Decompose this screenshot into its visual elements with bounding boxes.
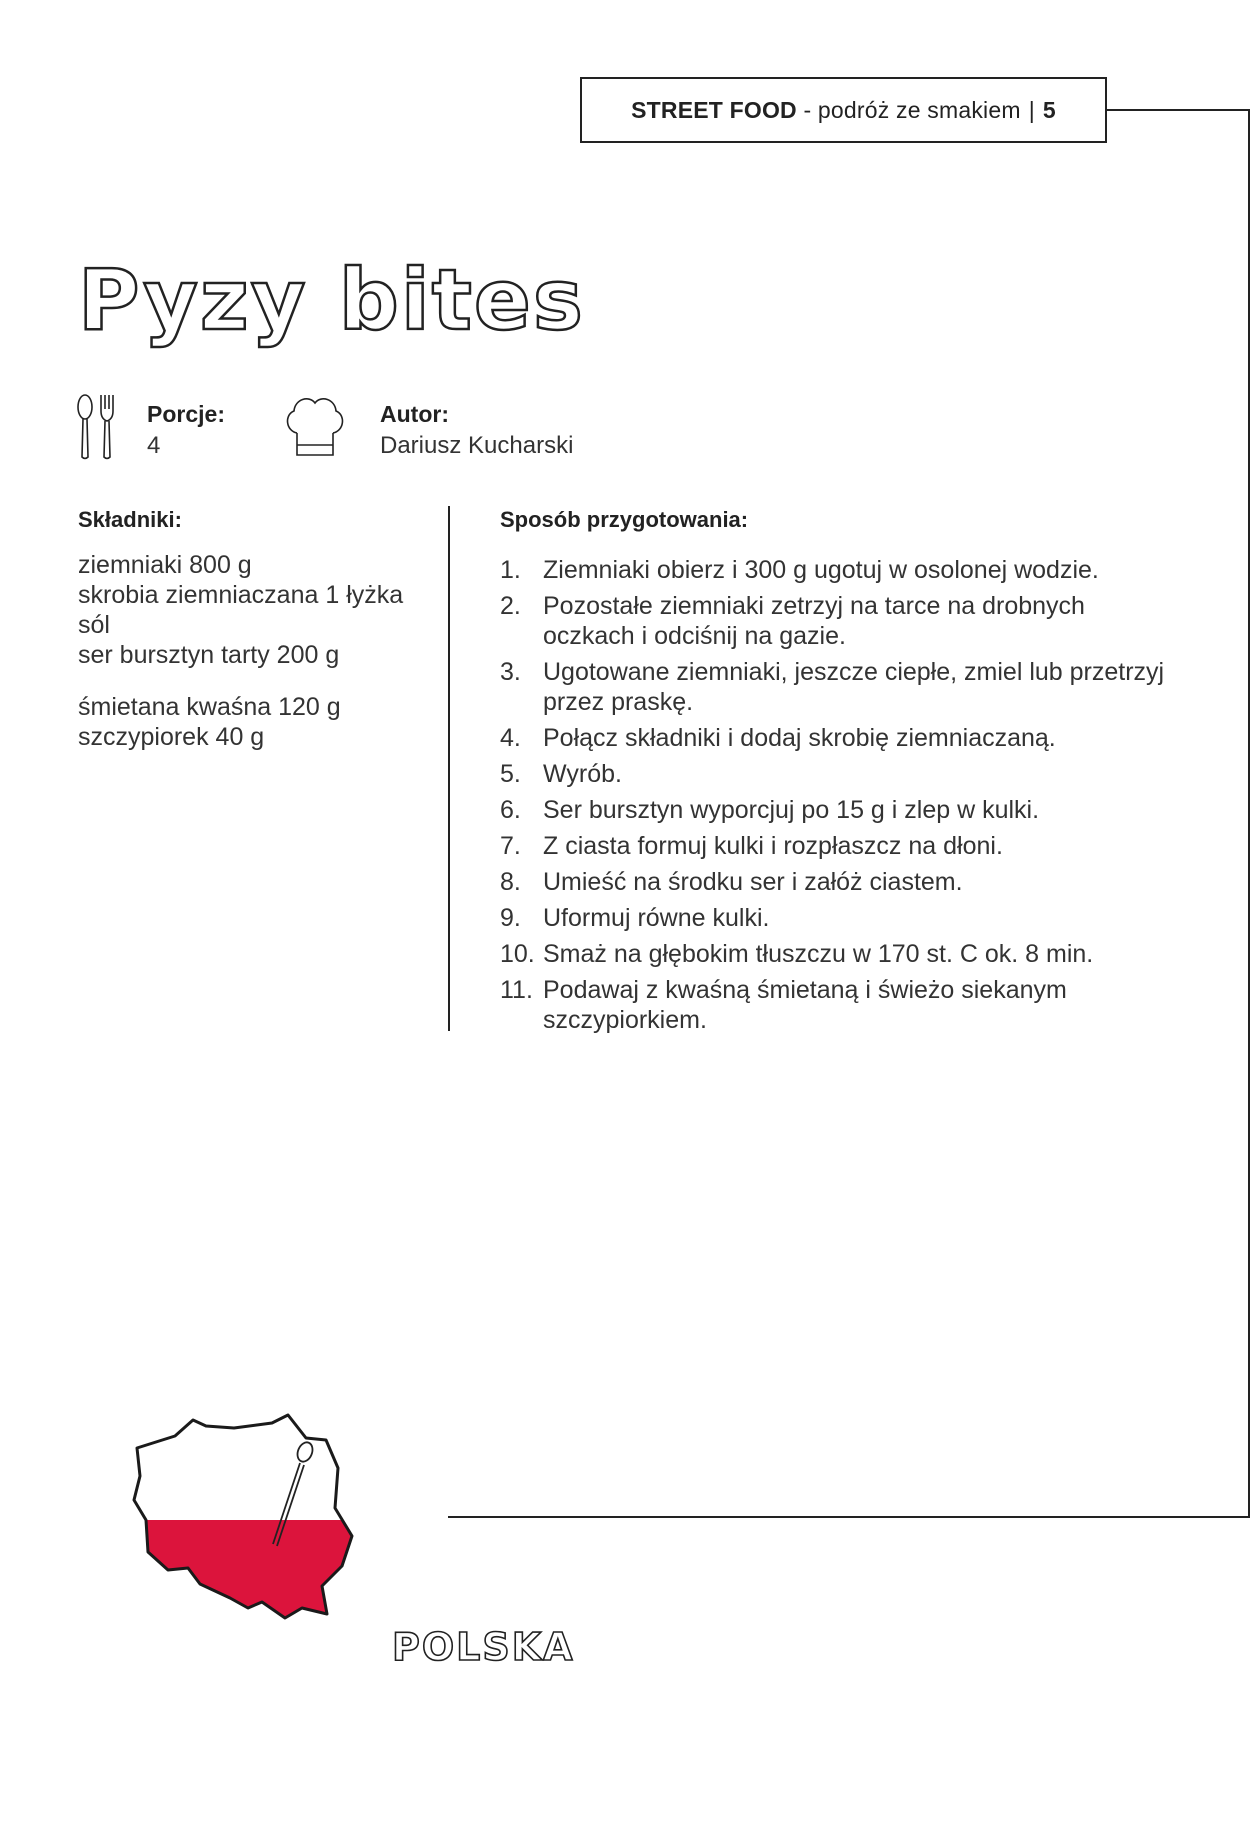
step-text: Smaż na głębokim tłuszczu w 170 st. C ok. 8 min. [543,940,1094,968]
step-number: 10. [500,940,535,968]
step-text: Połącz składniki i dodaj skrobię ziemniaczaną. [543,724,1056,752]
step-number: 1. [500,556,521,584]
step-item [500,903,1180,933]
skewer-icon [268,1440,316,1555]
step-text: Uformuj równe kulki. [543,904,770,932]
step-item [500,591,1180,651]
step-text: Umieść na środku ser i załóż ciastem. [543,868,963,896]
ingredient-item: ziemniaki 800 g [78,551,252,579]
spoon-fork-icon [74,393,118,466]
step-number: 8. [500,868,521,896]
poland-map-icon [130,1408,370,1633]
header-brand: STREET FOOD [631,96,797,123]
step-item [500,759,1180,789]
author-value: Dariusz Kucharski [380,432,574,459]
ingredients-heading: Składniki: [78,507,182,532]
ingredient-item: sól [78,611,110,639]
ingredient-item: śmietana kwaśna 120 g [78,693,341,721]
step-item [500,939,1180,969]
portions-value: 4 [147,432,161,459]
step-number: 6. [500,796,521,824]
country-name: POLSKA [392,1625,575,1669]
step-number: 5. [500,760,521,788]
preparation-heading: Sposób przygotowania: [500,507,749,532]
step-item [500,867,1180,897]
step-text: Podawaj z kwaśną śmietaną i świeżo siekanym szczypiorkiem. [543,976,1067,1034]
ingredients-list [78,550,438,752]
step-text: Wyrób. [543,760,622,788]
ingredient-item: skrobia ziemniaczana 1 łyżka [78,581,404,609]
author-label: Autor: [380,401,449,427]
header-subtitle: - podróż ze smakiem [803,96,1021,123]
step-number: 3. [500,658,521,686]
step-number: 2. [500,592,521,620]
page-number: 5 [1042,96,1056,123]
step-item [500,831,1180,861]
step-number: 9. [500,904,521,932]
step-text: Ser bursztyn wyporcjuj po 15 g i zlep w kulki. [543,796,1040,824]
step-item [500,795,1180,825]
ingredient-item: szczypiorek 40 g [78,723,265,751]
step-item [500,555,1180,585]
header-box [580,77,1107,143]
step-item [500,723,1180,753]
step-number: 4. [500,724,521,752]
portions-label: Porcje: [147,401,225,427]
preparation-steps [500,555,1180,1041]
frame-line-bottom [448,1516,1250,1518]
step-text: Pozostałe ziemniaki zetrzyj na tarce na drobnych oczkach i odciśnij na gazie. [543,592,1085,650]
step-number: 11. [500,976,533,1004]
column-divider [448,506,450,1031]
step-item [500,657,1180,717]
step-text: Ugotowane ziemniaki, jeszcze ciepłe, zmiel lub przetrzyj przez praskę. [543,658,1165,716]
step-number: 7. [500,832,521,860]
step-text: Ziemniaki obierz i 300 g ugotuj w osolonej wodzie. [543,556,1099,584]
chef-hat-icon [283,393,347,464]
frame-line-top [1107,109,1250,111]
recipe-title: Pyzy bites [78,251,585,349]
step-text: Z ciasta formuj kulki i rozpłaszcz na dłoni. [543,832,1003,860]
step-item [500,975,1180,1035]
header-separator: | [1028,96,1035,123]
ingredient-item: ser bursztyn tarty 200 g [78,641,340,669]
